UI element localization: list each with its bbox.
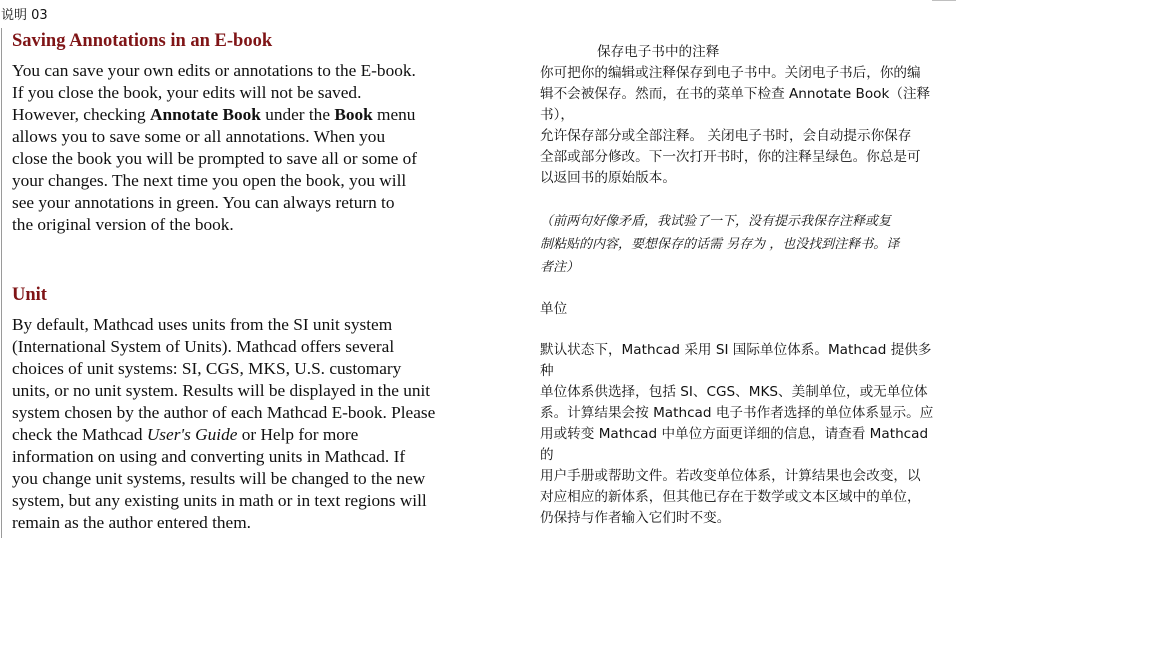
- users-guide-title: User's Guide: [146, 425, 238, 444]
- text-run: By default, Mathcad uses units from the SI unit system (International System of Units). Mathcad offers several choices of unit systems: SI, CGS, MKS, U.S. customary units, or no unit system. Results will be displayed in the unit system chosen by the author of each Mathcad E-book. Please check the Mathcad: [12, 315, 436, 444]
- zh-paragraph-unit: 默认状态下，Mathcad 采用 SI 国际单位体系。Mathcad 提供多种 单位体系供选择，包括 SI、CGS、MKS、美制单位，或无单位体 系。计算结果会按 Mathcad 电子书作者选择的单位体系显示。应 用或转变 Mathcad 中单位方面更详细的信息，请查看 Mathcad 的 用户手册或帮助文件。若改变单位体系，计算结果也会改变，以 对应相应的新体系，但其他已存在于数学或文本区域中的单位， 仍保持与作者输入它们时不变。: [540, 342, 934, 526]
- chinese-column: [540, 42, 940, 529]
- left-margin-rule: [1, 28, 2, 538]
- menu-term-book: Book: [334, 105, 373, 124]
- zh-section-title-saving: 保存电子书中的注释: [597, 44, 720, 60]
- text-line: You can save your own edits or annotations to the E-book.: [12, 61, 416, 80]
- paragraph-unit: [12, 314, 512, 534]
- menu-term-annotate-book: Annotate Book: [149, 105, 261, 124]
- translator-note: （前两句好像矛盾，我试验了一下，没有提示我保存注释或复 制粘贴的内容，要想保存的话需 另存为 ，也没找到注释书。译 者注）: [540, 214, 900, 275]
- zh-section-title-unit: 单位: [540, 301, 568, 317]
- text-line: If you close the book, your edits will not be saved.: [12, 83, 362, 102]
- unit-section: [12, 284, 512, 534]
- zh-paragraph-saving: 你可把你的编辑或注释保存到电子书中。关闭电子书后，你的编 辑不会被保存。然而，在书的菜单下检查 Annotate Book（注释书）， 允许保存部分或全部注释。 关闭电子书时，会自动提示你保存 全部或部分修改。下一次打开书时，你的注释呈绿色。你总是可 以返回书的原始版本。: [540, 65, 931, 186]
- text-run: However, checking: [12, 105, 150, 124]
- text-run: menu: [372, 105, 416, 124]
- text-run: allows you to save some or all annotations. When you close the book you will be prompted to save all or some of your changes. The next time you open the book, you will see your annotations in green. You can always return to the original version of the book.: [12, 127, 418, 234]
- section-heading-unit: Unit: [12, 285, 47, 305]
- section-heading-saving-annotations: Saving Annotations in an E-book: [12, 31, 273, 51]
- english-column: [12, 30, 512, 534]
- text-run: or Help for more information on using and converting units in Mathcad. If you change unit systems, results will be changed to the new system, but any existing units in math or in text regions will remain as the author entered them.: [12, 425, 427, 532]
- top-edge-mark: [932, 0, 956, 1]
- paragraph-saving-annotations: [12, 60, 512, 236]
- text-run: under the: [260, 105, 335, 124]
- page-label: 说明 03: [1, 8, 48, 23]
